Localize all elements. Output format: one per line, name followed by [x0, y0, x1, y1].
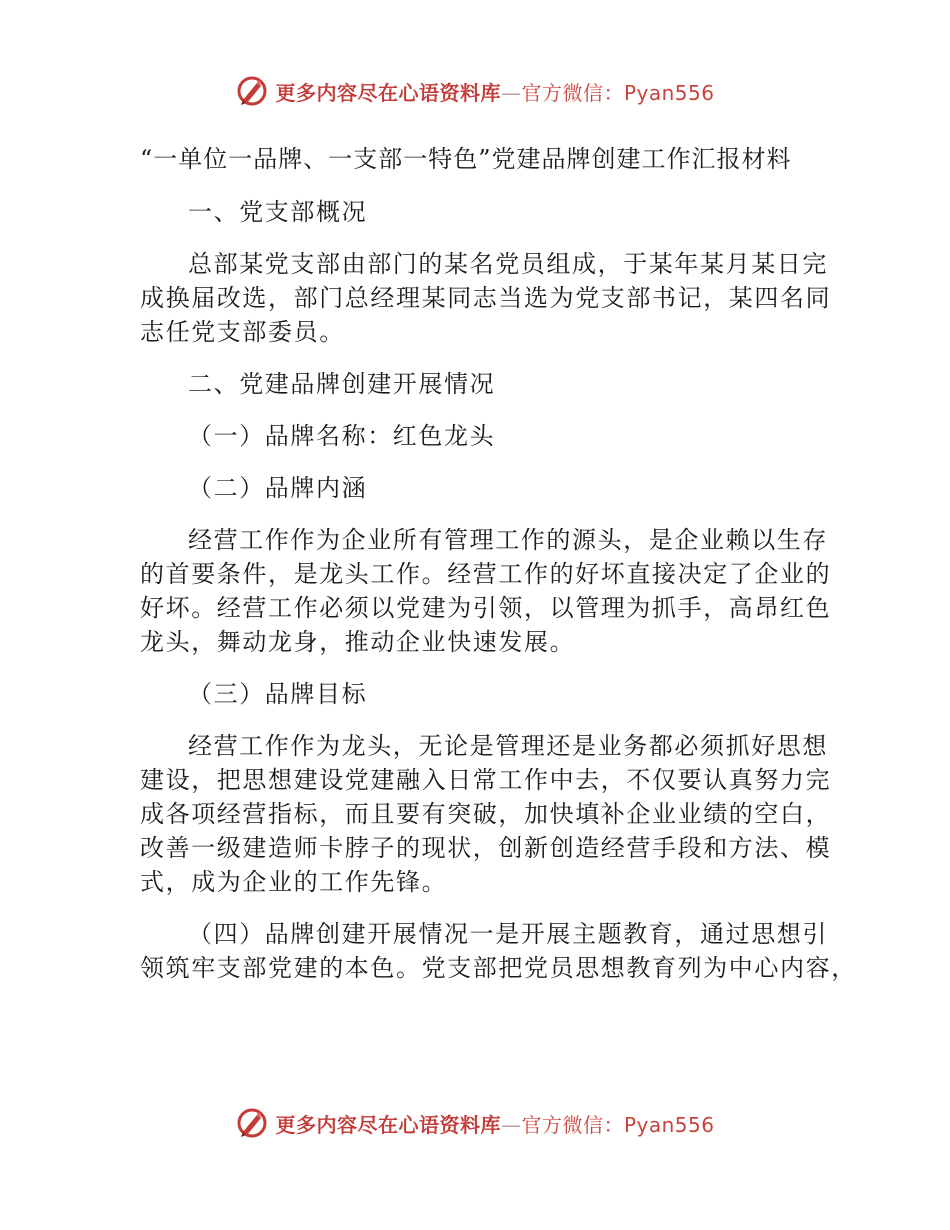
banner-brand-text: 更多内容尽在心语资料库: [275, 80, 501, 105]
paragraph-line: 经营工作作为企业所有管理工作的源头，是企业赖以生存: [188, 526, 828, 554]
subheading-brand-name: （一）品牌名称：红色龙头: [188, 422, 496, 450]
pen-circle-logo-icon: [235, 74, 269, 108]
pen-circle-logo-icon: [235, 1106, 269, 1140]
banner-dash: —: [500, 80, 522, 105]
paragraph-line: 总部某党支部由部门的某名党员组成，于某年某月某日完: [188, 250, 828, 278]
paragraph-line: 建设，把思想建设党建融入日常工作中去，不仅要认真努力完: [140, 766, 832, 794]
document-title: “一单位一品牌、一支部一特色”党建品牌创建工作汇报材料: [140, 145, 792, 173]
paragraph-line: 成各项经营指标，而且要有突破，加快填补企业业绩的空白，: [140, 800, 832, 828]
banner-brand-text: 更多内容尽在心语资料库: [275, 1112, 501, 1137]
footer-banner: [0, 1103, 950, 1143]
paragraph-line: 成换届改选，部门总经理某同志当选为党支部书记，某四名同: [140, 284, 832, 312]
section-heading-2: 二、党建品牌创建开展情况: [188, 370, 496, 398]
banner-wechat-text: 官方微信：Pyan556: [521, 80, 715, 105]
paragraph-line: 经营工作作为龙头，无论是管理还是业务都必须抓好思想: [188, 732, 828, 760]
paragraph-overview: [140, 247, 832, 349]
paragraph-line: 的首要条件，是龙头工作。经营工作的好坏直接决定了企业的: [140, 560, 832, 588]
section-heading-1: 一、党支部概况: [188, 198, 368, 226]
header-banner: [0, 71, 950, 111]
paragraph-connotation: [140, 523, 832, 659]
subheading-brand-goal: （三）品牌目标: [188, 680, 368, 708]
banner-dash: —: [500, 1112, 522, 1137]
document-body: [140, 136, 857, 1003]
paragraph-line: 龙头，舞动龙身，推动企业快速发展。: [140, 628, 576, 656]
subheading-brand-connotation: （二）品牌内涵: [188, 474, 368, 502]
paragraph-progress: [140, 917, 857, 985]
paragraph-line: （四）品牌创建开展情况一是开展主题教育，通过思想引: [188, 920, 828, 948]
paragraph-line: 改善一级建造师卡脖子的现状，创新创造经营手段和方法、模: [140, 834, 832, 862]
paragraph-line: 志任党支部委员。: [140, 318, 345, 346]
banner-wechat-text: 官方微信：Pyan556: [521, 1112, 715, 1137]
paragraph-line: 好坏。经营工作必须以党建为引领，以管理为抓手，高昂红色: [140, 594, 832, 622]
paragraph-line: 领筑牢支部党建的本色。党支部把党员思想教育列为中心内容，: [140, 954, 857, 982]
paragraph-line: 式，成为企业的工作先锋。: [140, 868, 448, 896]
paragraph-goal: [140, 729, 832, 899]
